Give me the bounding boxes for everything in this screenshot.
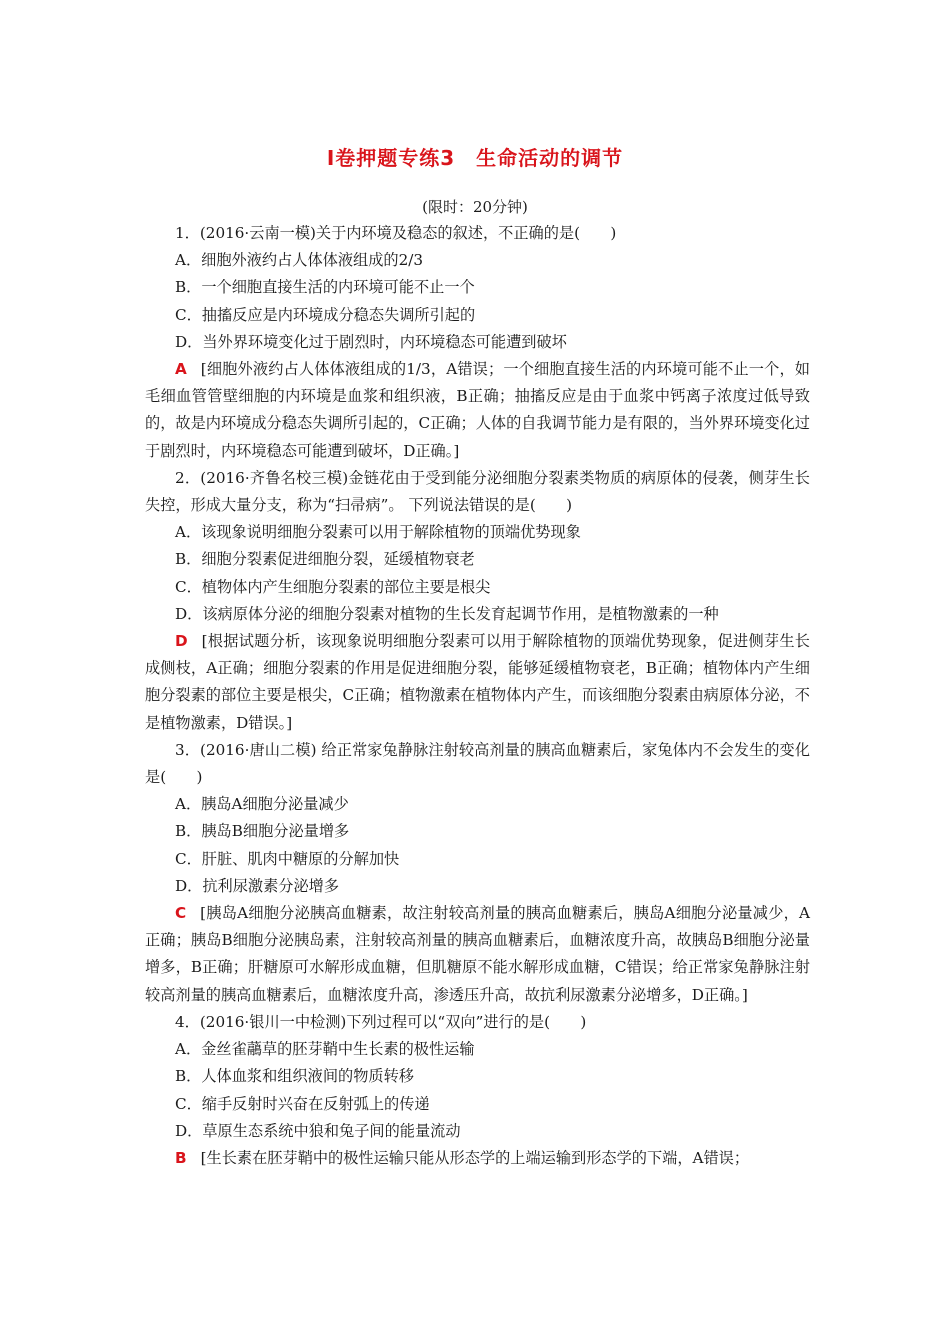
question-3 — [145, 737, 810, 1009]
answer-letter: B — [175, 1148, 187, 1167]
question-4 — [145, 1009, 810, 1172]
answer-letter: C — [175, 904, 187, 923]
page-title: Ⅰ卷押题专练3 生命活动的调节 — [326, 146, 624, 170]
option-c: C．肝脏、肌肉中糖原的分解加快 — [175, 849, 400, 868]
question-1 — [145, 220, 810, 465]
answer-letter: A — [175, 360, 187, 379]
option-d: D．抗利尿激素分泌增多 — [175, 876, 340, 895]
option-a: A．细胞外液约占人体体液组成的2/3 — [175, 251, 424, 270]
option-d: D．当外界环境变化过于剧烈时，内环境稳态可能遭到破坏 — [175, 332, 567, 351]
answer-explanation — [145, 628, 810, 737]
option-c: C．抽搐反应是内环境成分稳态失调所引起的 — [175, 305, 476, 324]
option-a: A．金丝雀虉草的胚芽鞘中生长素的极性运输 — [175, 1040, 475, 1059]
option-d: D．草原生态系统中狼和兔子间的能量流动 — [175, 1121, 461, 1140]
option-b: B．人体血浆和组织液间的物质转移 — [175, 1067, 414, 1086]
question-2 — [145, 465, 810, 737]
option-c: C．植物体内产生细胞分裂素的部位主要是根尖 — [175, 577, 491, 596]
option-d: D．该病原体分泌的细胞分裂素对植物的生长发育起调节作用，是植物激素的一种 — [175, 604, 719, 623]
explanation-text: [细胞外液约占人体体液组成的1/3，A错误；一个细胞直接生活的内环境可能不止一个，如毛细血管管壁细胞的内环境是血浆和组织液，B正确；抽搐反应是由于血浆中钙离子浓度过低导致的，故是内环境成分稳态失调所引起的，C正确；人体的自我调节能力是有限的，当外界环境变化过于剧烈时，内环境稳态可能遭到破坏，D正确。] — [145, 360, 810, 460]
question-stem: 2．(2016·齐鲁名校三模)金链花由于受到能分泌细胞分裂素类物质的病原体的侵袭，侧芽生长失控，形成大量分支，称为“扫帚病”。 下列说法错误的是( ) — [145, 468, 810, 515]
option-a: A．胰岛A细胞分泌量减少 — [175, 795, 349, 814]
option-b: B．胰岛B细胞分泌量增多 — [175, 822, 350, 841]
explanation-text: [胰岛A细胞分泌胰高血糖素，故注射较高剂量的胰高血糖素后，胰岛A细胞分泌量减少，A正确；胰岛B细胞分泌胰岛素，注射较高剂量的胰高血糖素后，血糖浓度升高，故胰岛B细胞分泌量增多，B正确；肝糖原可水解形成血糖，但肌糖原不能水解形成血糖，C错误；给正常家兔静脉注射较高剂量的胰高血糖素后，血糖浓度升高，渗透压升高，故抗利尿激素分泌增多，D正确。] — [145, 904, 810, 1004]
explanation-text: [生长素在胚芽鞘中的极性运输只能从形态学的上端运输到形态学的下端，A错误； — [200, 1148, 750, 1167]
answer-letter: D — [175, 632, 188, 651]
option-b: B．一个细胞直接生活的内环境可能不止一个 — [175, 278, 475, 297]
answer-explanation — [145, 356, 810, 465]
option-c: C．缩手反射时兴奋在反射弧上的传递 — [175, 1094, 430, 1113]
option-a: A．该现象说明细胞分裂素可以用于解除植物的顶端优势现象 — [175, 523, 581, 542]
question-stem: 1．(2016·云南一模)关于内环境及稳态的叙述，不正确的是( ) — [175, 224, 617, 242]
time-limit: (限时：20分钟) — [422, 198, 528, 216]
answer-explanation — [145, 1145, 810, 1172]
explanation-text: [根据试题分析，该现象说明细胞分裂素可以用于解除植物的顶端优势现象，促进侧芽生长成侧枝，A正确；细胞分裂素的作用是促进细胞分裂，能够延缓植物衰老，B正确；植物体内产生细胞分裂素的部位主要是根尖，C正确；植物激素在植物体内产生，而该细胞分裂素由病原体分泌，不是植物激素，D错误。] — [145, 632, 810, 732]
question-stem: 3．(2016·唐山二模) 给正常家兔静脉注射较高剂量的胰高血糖素后，家兔体内不会发生的变化是( ) — [145, 740, 810, 787]
question-list — [145, 220, 810, 1172]
option-b: B．细胞分裂素促进细胞分裂，延缓植物衰老 — [175, 550, 475, 569]
question-stem: 4．(2016·银川一中检测)下列过程可以“双向”进行的是( ) — [175, 1012, 587, 1031]
answer-explanation — [145, 900, 810, 1009]
